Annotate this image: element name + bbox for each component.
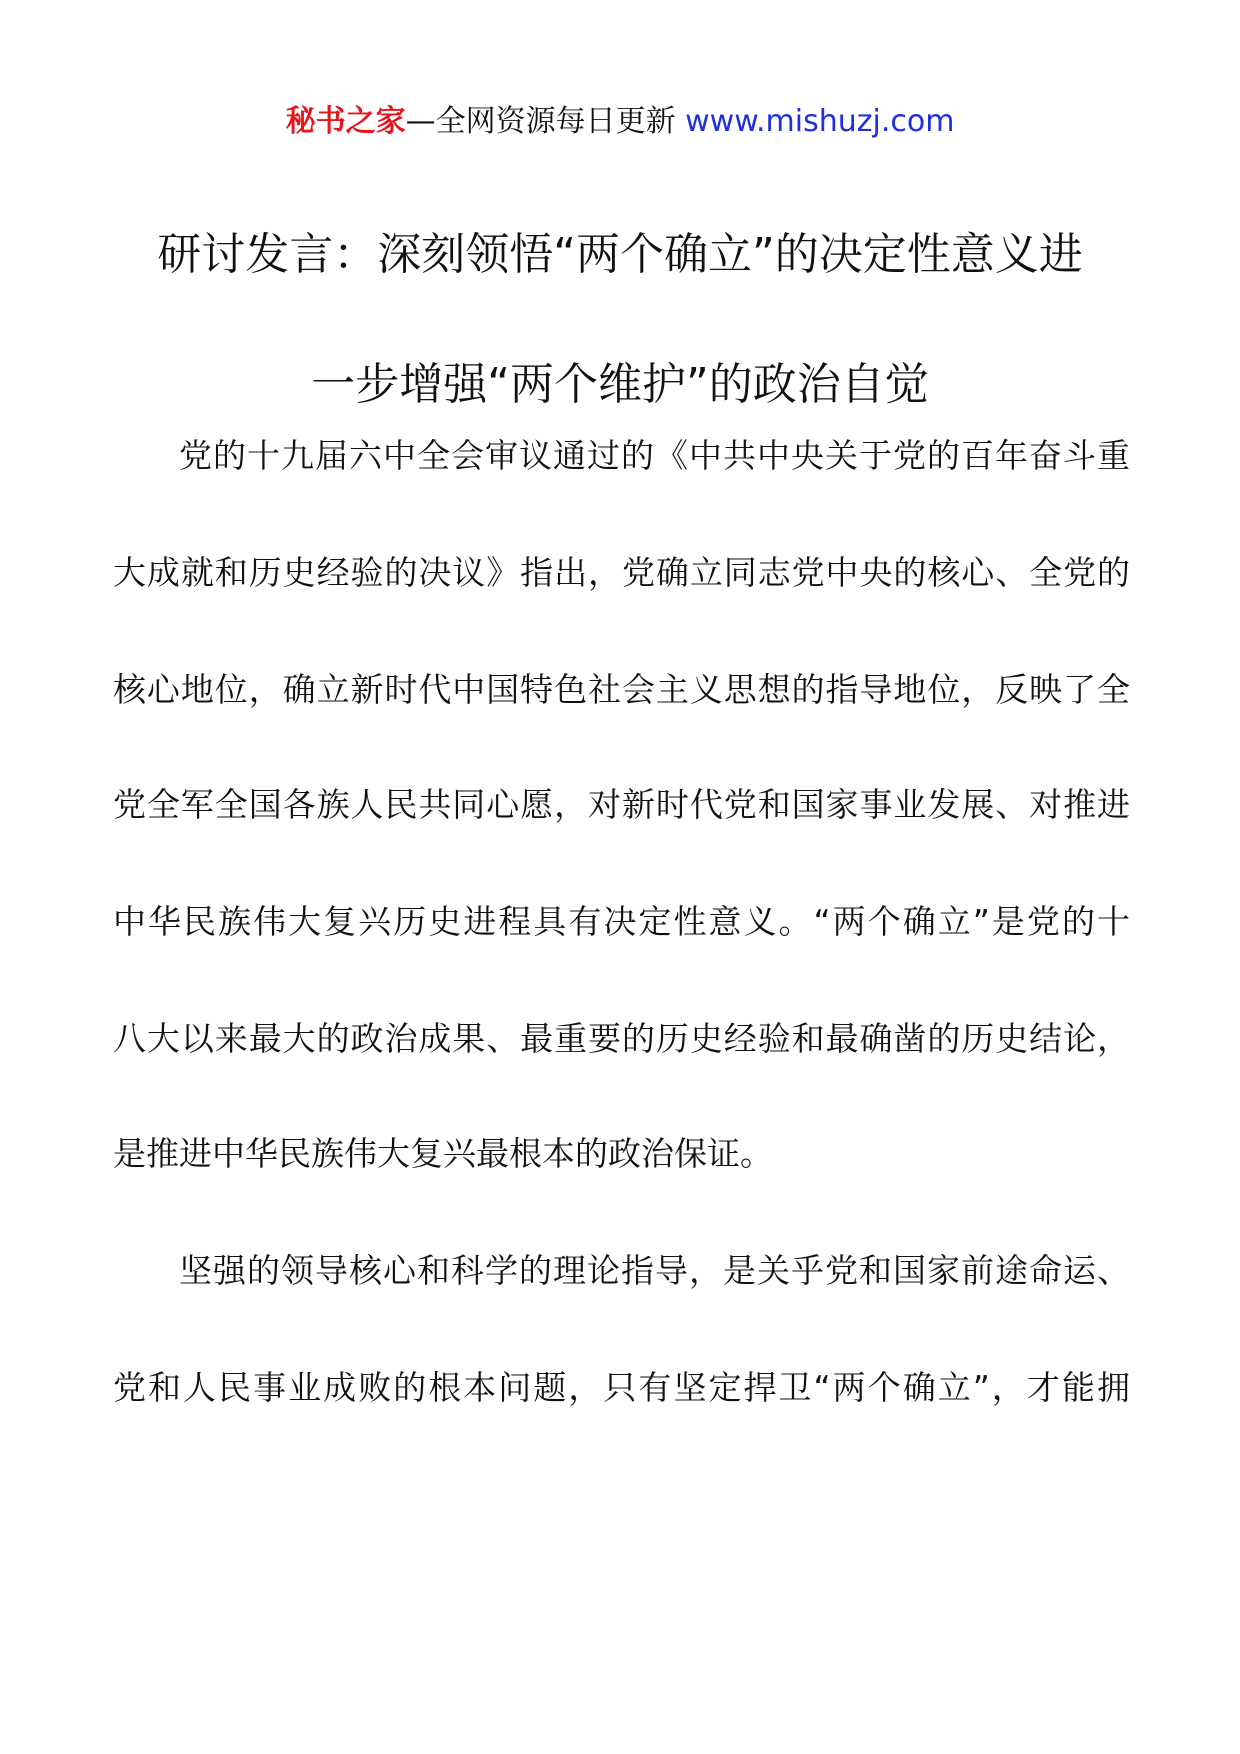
body-line: 八大以来最大的政治成果、最重要的历史经验和最确凿的历史结论， — [113, 1019, 1130, 1058]
site-url-link[interactable]: www.mishuzj.com — [685, 104, 955, 139]
body-line: 中华民族伟大复兴历史进程具有决定性意义。“两个确立”是党的十 — [113, 902, 1130, 941]
body-line: 坚强的领导核心和科学的理论指导，是关乎党和国家前途命运、 — [179, 1251, 1130, 1290]
title-line: 研讨发言：深刻领悟“两个确立”的决定性意义进 — [157, 229, 1083, 280]
body-line: 党全军全国各族人民共同心愿，对新时代党和国家事业发展、对推进 — [113, 785, 1130, 824]
body-line: 大成就和历史经验的决议》指出，党确立同志党中央的核心、全党的 — [113, 553, 1130, 592]
document-title — [110, 190, 1130, 450]
header-slogan: —全网资源每日更新 — [405, 104, 686, 139]
body-line: 党的十九届六中全会审议通过的《中共中央关于党的百年奋斗重 — [179, 436, 1130, 475]
body-line: 核心地位，确立新时代中国特色社会主义思想的指导地位，反映了全 — [113, 670, 1130, 709]
title-line: 一步增强“两个维护”的政治自觉 — [311, 359, 929, 410]
site-header — [0, 100, 1240, 144]
body-line: 是推进中华民族伟大复兴最根本的政治保证。 — [113, 1134, 773, 1173]
body-line: 党和人民事业成败的根本问题，只有坚定捍卫“两个确立”，才能拥 — [113, 1368, 1130, 1407]
brand-name: 秘书之家 — [285, 104, 406, 139]
